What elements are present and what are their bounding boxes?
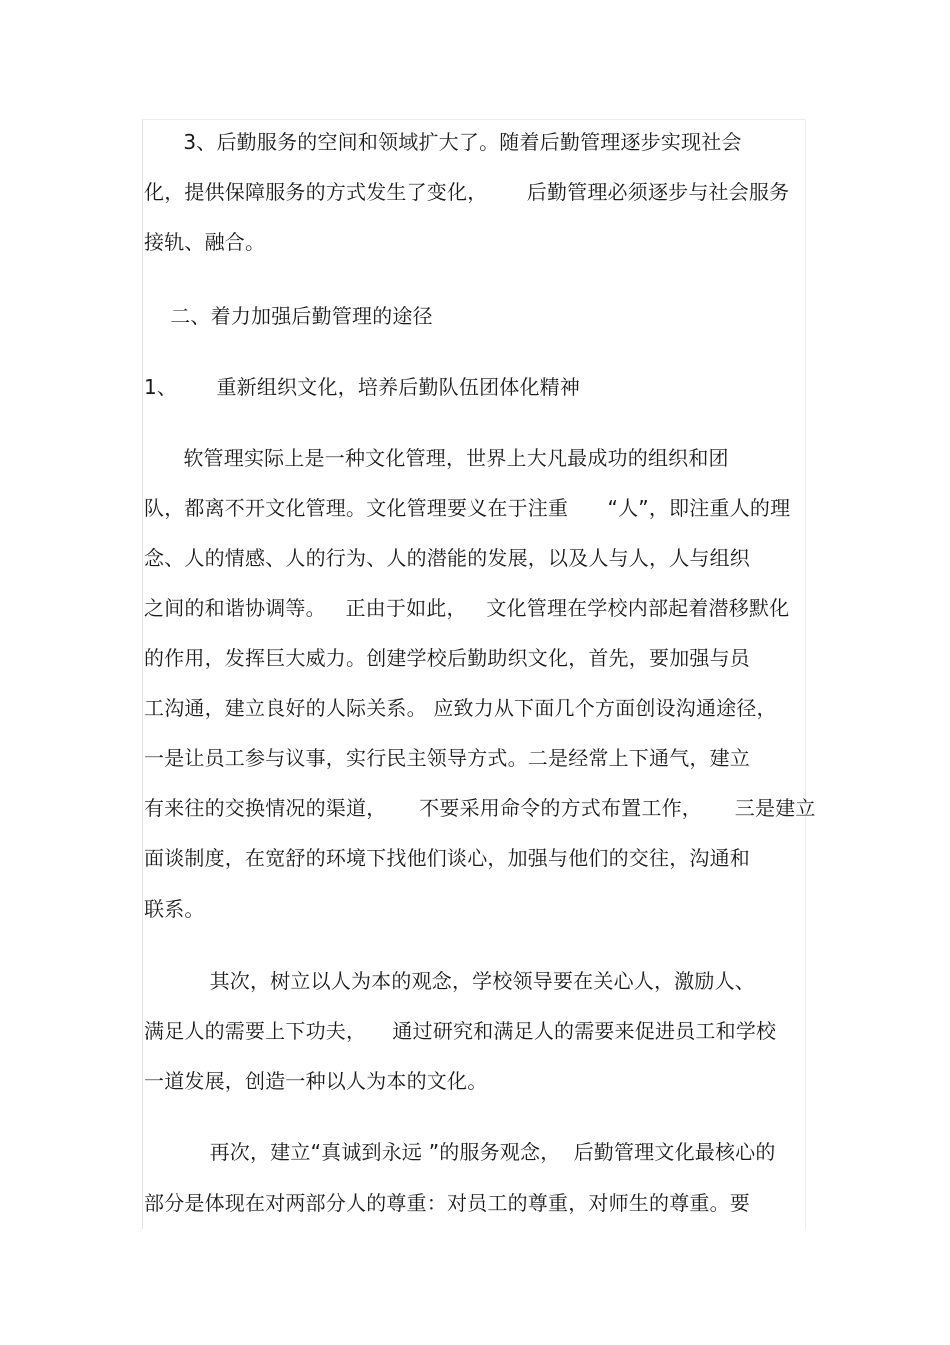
paragraph-line: 一道发展，创造一种以人为本的文化。 (144, 1069, 488, 1093)
paragraph-line: 3、后勤服务的空间和领域扩大了。随着后勤管理逐步实现社会 (144, 130, 742, 154)
paragraph-line: 一是让员工参与议事，实行民主领导方式。二是经常上下通气，建立 (144, 746, 750, 770)
paragraph-line: 有来往的交换情况的渠道， 不要采用命令的方式布置工作， 三是建立 (144, 796, 816, 820)
page-frame (142, 119, 806, 1229)
paragraph-line: 软管理实际上是一种文化管理，世界上大凡最成功的组织和团 (144, 446, 729, 470)
paragraph-line: 队，都离不开文化管理。文化管理要义在于注重 “人”，即注重人的理 (144, 496, 791, 520)
paragraph-line: 部分是体现在对两部分人的尊重：对员工的尊重，对师生的尊重。要 (144, 1191, 750, 1215)
paragraph-line: 的作用，发挥巨大威力。创建学校后勤助织文化，首先，要加强与员 (144, 646, 750, 670)
paragraph-line: 其次，树立以人为本的观念，学校领导要在关心人，激励人、 (144, 969, 755, 993)
paragraph-line: 化，提供保障服务的方式发生了变化， 后勤管理必须逐步与社会服务 (144, 180, 790, 204)
paragraph-line: 接轨、融合。 (144, 230, 266, 254)
paragraph-line: 工沟通，建立良好的人际关系。 应致力从下面几个方面创设沟通途径， (144, 696, 777, 720)
paragraph-line: 联系。 (144, 897, 205, 921)
paragraph-line: 面谈制度，在宽舒的环境下找他们谈心，加强与他们的交往，沟通和 (144, 846, 750, 870)
section-heading: 二、着力加强后勤管理的途径 (144, 304, 433, 328)
paragraph-line: 满足人的需要上下功夫， 通过研究和满足人的需要来促进员工和学校 (144, 1019, 777, 1043)
subsection-heading: 1、 重新组织文化，培养后勤队伍团体化精神 (144, 375, 581, 399)
paragraph-line: 之间的和谐协调等。 正由于如此， 文化管理在学校内部起着潜移默化 (144, 596, 790, 620)
paragraph-line: 再次，建立“真诚到永远 ”的服务观念， 后勤管理文化最核心的 (144, 1140, 776, 1164)
paragraph-line: 念、人的情感、人的行为、人的潜能的发展，以及人与人，人与组织 (144, 546, 750, 570)
